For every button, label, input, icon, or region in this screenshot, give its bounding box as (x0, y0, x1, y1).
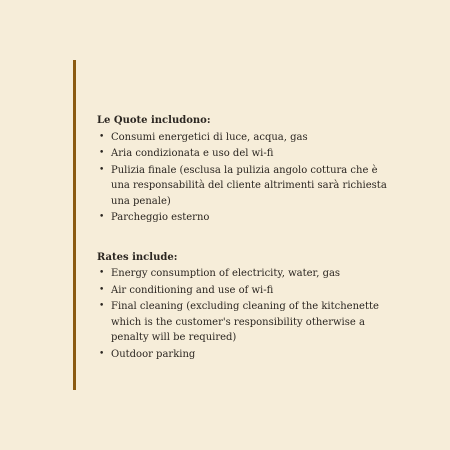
english-list (97, 266, 397, 362)
english-section-title: Rates include: (97, 251, 178, 263)
italian-section-title: Le Quote includono: (97, 115, 211, 126)
list-item: • Energy consumption of electricity, water, gas (111, 266, 397, 282)
list-item: • Pulizia finale (esclusa la pulizia angolo cottura che è una responsabilità del cliente altrimenti sarà richiesta una penale) (111, 163, 397, 210)
list-item: • Parcheggio esterno (111, 210, 397, 226)
rates-content (97, 113, 397, 363)
italian-list (97, 130, 397, 226)
list-item: • Aria condizionata e uso del wi-fi (111, 146, 397, 162)
vertical-accent-line (73, 60, 76, 390)
list-item: • Consumi energetici di luce, acqua, gas (111, 130, 397, 146)
list-item: • Final cleaning (excluding cleaning of the kitchenette which is the customer's responsibility otherwise a penalty will be required) (111, 299, 397, 346)
list-item: • Air conditioning and use of wi-fi (111, 283, 397, 299)
section-spacer (97, 227, 397, 250)
list-item: • Outdoor parking (111, 347, 397, 363)
